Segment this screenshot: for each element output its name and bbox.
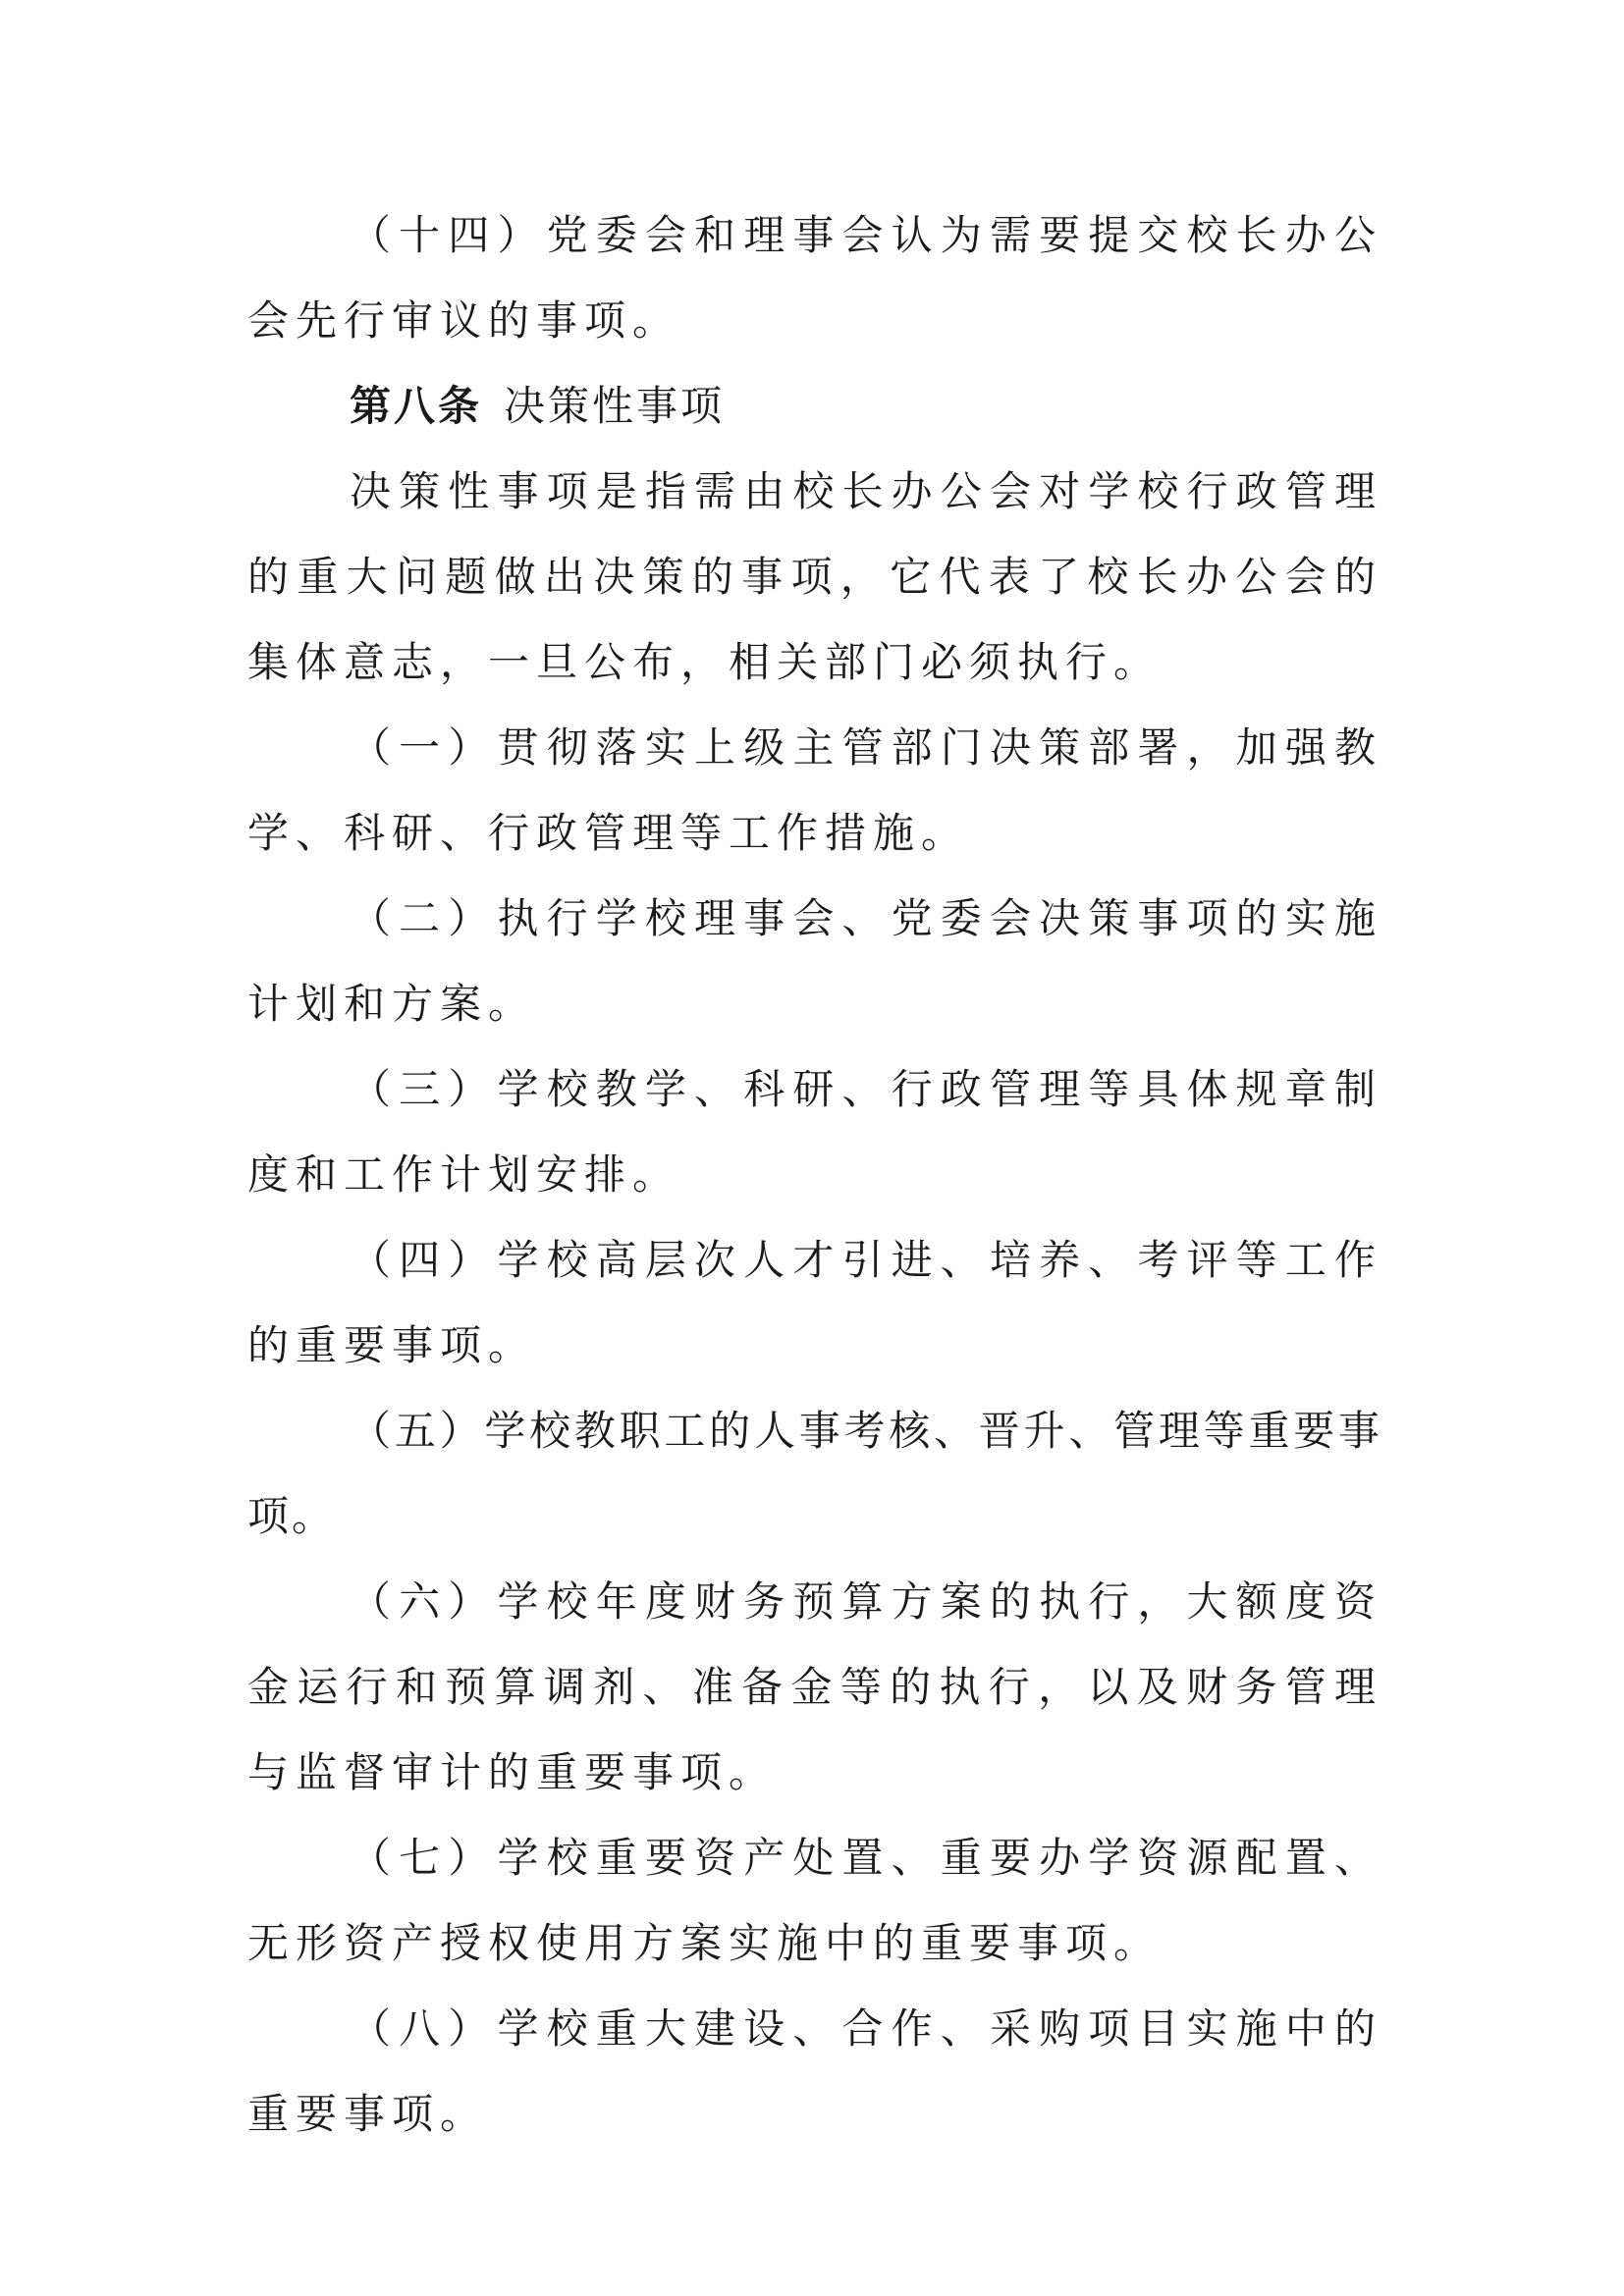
list-item-8: （八）学校重大建设、合作、采购项目实施中的重要事项。 (247, 2004, 1382, 2138)
paragraph-item-14: （十四）党委会和理事会认为需要提交校长办公会先行审议的事项。 (247, 211, 1382, 345)
list-item-2: （二）执行学校理事会、党委会决策事项的实施计划和方案。 (247, 894, 1382, 1028)
list-item-1: （一）贯彻落实上级主管部门决策部署，加强教学、科研、行政管理等工作措施。 (247, 723, 1382, 857)
list-item-3: （三）学校教学、科研、行政管理等具体规章制度和工作计划安排。 (247, 1065, 1382, 1199)
article-title: 决策性事项 (504, 382, 726, 430)
list-item-5: （五）学校教职工的人事考核、晋升、管理等重要事项。 (247, 1407, 1382, 1540)
article-heading (247, 363, 1382, 449)
list-item-4: （四）学校高层次人才引进、培养、考评等工作的重要事项。 (247, 1236, 1382, 1369)
list-item-6: （六）学校年度财务预算方案的执行，大额度资金运行和预算调剂、准备金等的执行，以及财务管理与监督审计的重要事项。 (247, 1577, 1382, 1796)
article-number: 第八条 (350, 382, 483, 430)
article-definition: 决策性事项是指需由校长办公会对学校行政管理的重大问题做出决策的事项，它代表了校长办公会的集体意志，一旦公布，相关部门必须执行。 (247, 467, 1382, 686)
list-item-7: （七）学校重要资产处置、重要办学资源配置、无形资产授权使用方案实施中的重要事项。 (247, 1834, 1382, 1967)
document-page (247, 192, 1382, 2157)
